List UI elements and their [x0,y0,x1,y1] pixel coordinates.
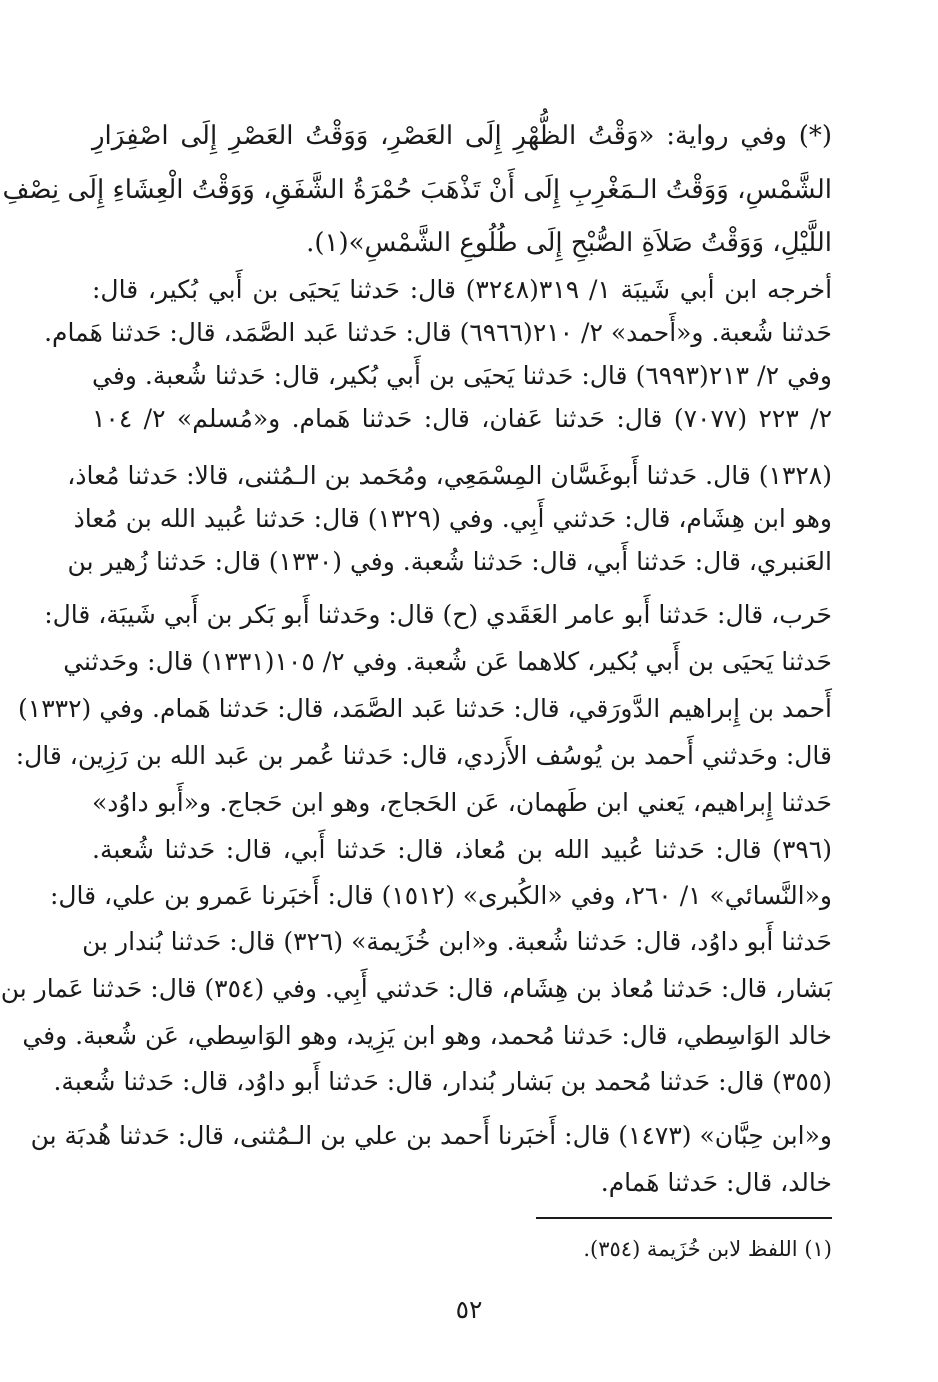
takhrij-line: أخرجه ابن أبي شَيبَة ١/ ٣١٩(٣٢٤٨) قال: حَدثنا يَحيَى بن أَبي بُكير، قال: [92,275,833,304]
takhrij-line: و«ابن حِبَّان» (١٤٧٣) قال: أَخبَرنا أَحمد بن علي بن الـمُثنى، قال: حَدثنا هُدبَة بن [30,1121,832,1150]
takhrij-line: أَحمد بن إِبراهيم الدَّورَقي، قال: حَدثنا عَبد الصَّمَد، قال: حَدثنا هَمام. وفي (١٣٣٢) [18,694,832,723]
takhrij-line: حَدثنا يَحيَى بن أَبي بُكير، كلاهما عَن شُعبة. وفي ٢/ ١٠٥(١٣٣١) قال: وحَدثني [63,647,832,676]
page-number: ٥٢ [455,1295,483,1324]
takhrij-line: خالد الوَاسِطي، قال: حَدثنا مُحمد، وهو ابن يَزِيد، وهو الوَاسِطي، عَن شُعبة. وفي [22,1021,832,1050]
takhrij-line: ٢/ ٢٢٣ (٧٠٧٧) قال: حَدثنا عَفان، قال: حَدثنا هَمام. و«مُسلم» ٢/ ١٠٤ [92,404,833,433]
hadith-line: اللَّيْلِ، وَوَقْتُ صَلاَةِ الصُّبْحِ إِلَى طُلُوعِ الشَّمْسِ»(١). [306,228,832,258]
takhrij-line: وفي ٢/ ٢١٣(٦٩٩٣) قال: حَدثنا يَحيَى بن أَبي بُكير، قال: حَدثنا شُعبة. وفي [92,361,832,390]
takhrij-line: حَدثنا أَبو داوُد، قال: حَدثنا شُعبة. و«ابن خُزَيمة» (٣٢٦) قال: حَدثنا بُندار بن [82,927,832,956]
takhrij-line: (٣٥٥) قال: حَدثنا مُحمد بن بَشار بُندار، قال: حَدثنا أَبو داوُد، قال: حَدثنا شُعبة. [53,1067,832,1096]
takhrij-line: حَدثنا شُعبة. و«أَحمد» ٢/ ٢١٠(٦٩٦٦) قال: حَدثنا عَبد الصَّمَد، قال: حَدثنا هَمام. [44,318,832,347]
hadith-line: (*) وفي رواية: «وَقْتُ الظُّهْرِ إِلَى العَصْرِ، وَوَقْتُ العَصْرِ إِلَى اصْفِرَارِ [92,121,832,151]
footnote: (١) اللفظ لابن خُزَيمة (٣٥٤). [583,1237,832,1261]
takhrij-line: العَنبري، قال: حَدثنا أَبي، قال: حَدثنا شُعبة. وفي (١٣٣٠) قال: حَدثنا زُهير بن [67,547,832,576]
takhrij-line: و«النَّسائي» ١/ ٢٦٠، وفي «الكُبرى» (١٥١٢) قال: أَخبَرنا عَمرو بن علي، قال: [49,881,832,910]
takhrij-line: خالد، قال: حَدثنا هَمام. [600,1168,832,1197]
takhrij-line: (٣٩٦) قال: حَدثنا عُبيد الله بن مُعاذ، قال: حَدثنا أَبي، قال: حَدثنا شُعبة. [92,835,832,864]
hadith-line: الشَّمْسِ، وَوَقْتُ الـمَغْرِبِ إِلَى أَنْ تَذْهَبَ حُمْرَةُ الشَّفَقِ، وَوَقْتُ الْعِشَاءِ إِلَى نِصْفِ [2,175,832,205]
footnote-divider [536,1217,832,1219]
takhrij-line: بَشار، قال: حَدثنا مُعاذ بن هِشَام، قال: حَدثني أَبِي. وفي (٣٥٤) قال: حَدثنا عَمار بن [0,974,832,1003]
takhrij-line: حَدثنا إِبراهيم، يَعني ابن طَهمان، عَن الحَجاج، وهو ابن حَجاج. و«أَبو داوُد» [92,788,832,817]
takhrij-line: (١٣٢٨) قال. حَدثنا أَبوغَسَّان المِسْمَعِي، ومُحَمد بن الـمُثنى، قالا: حَدثنا مُعاذ، [67,461,832,490]
takhrij-line: وهو ابن هِشَام، قال: حَدثني أَبِي. وفي (١٣٢٩) قال: حَدثنا عُبيد الله بن مُعاذ [73,504,832,533]
takhrij-line: قال: وحَدثني أَحمد بن يُوسُف الأَزدي، قال: حَدثنا عُمر بن عَبد الله بن رَزِين، قال: [15,741,832,770]
takhrij-line: حَرب، قال: حَدثنا أَبو عامر العَقَدي (ح) قال: وحَدثنا أَبو بَكر بن أَبي شَيبَة، قال: [44,600,832,629]
